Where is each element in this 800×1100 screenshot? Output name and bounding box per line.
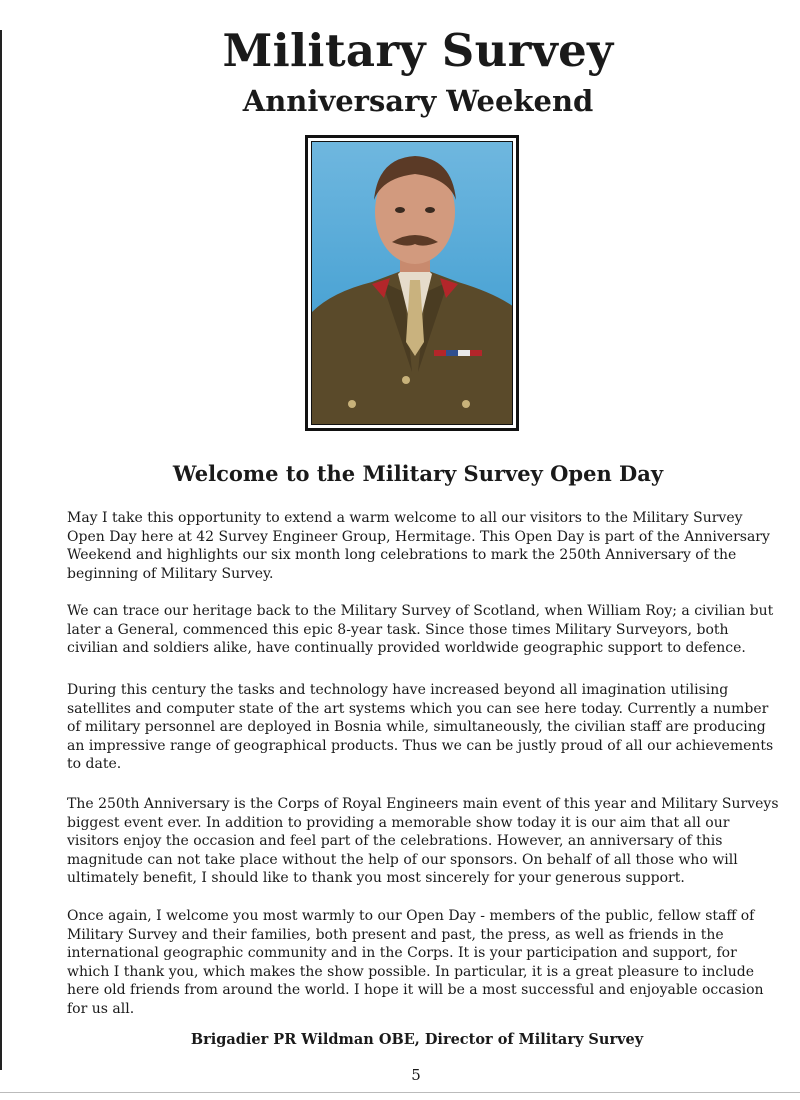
paragraph-1: May I take this opportunity to extend a warm welcome to all our visitors to the Military Survey Open Day here at 42 Survey Engineer Group, Hermitage. This Open Day is part of the Anniversary Weekend and highlights our six month long celebrations to mark the 250th Anniversary of the beginning of Military Survey. <box>67 510 770 582</box>
footer-rule <box>0 1092 800 1093</box>
portrait-illustration <box>312 142 513 425</box>
page-edge <box>0 30 2 1070</box>
paragraph-4: The 250th Anniversary is the Corps of Royal Engineers main event of this year and Military Surveys biggest event ever. In addition to providing a memorable show today it is our aim that all our visitors enjoy the occasion and feel part of the celebrations. However, an anniversary of this magnitude can not take place without the help of our sponsors. On behalf of all those who will ultimately benefit, I should like to thank you most sincerely for your generous support. <box>67 796 779 886</box>
portrait-frame <box>305 135 519 431</box>
page-number: 5 <box>411 1066 421 1084</box>
paragraph-3: During this century the tasks and technology have increased beyond all imagination utilising satellites and computer state of the art systems which you can see here today. Currently a number of military personnel are deployed in Bosnia while, simultaneously, the civilian staff are producing an impressive range of geographical products. Thus we can be justly proud of all our achievements to date. <box>67 682 774 772</box>
portrait-photo <box>311 141 513 425</box>
paragraph-5: Once again, I welcome you most warmly to our Open Day - members of the public, fellow staff of Military Survey and their families, both present and past, the press, as well as friends in the international geographic community and in the Corps. It is your participation and support, for which I thank you, which makes the show possible. In particular, it is a great pleasure to include here old friends from around the world. I hope it will be a most successful and enjoyable occasion for us all. <box>67 908 764 1017</box>
paragraph-2: We can trace our heritage back to the Military Survey of Scotland, when William Roy; a civilian but later a General, commenced this epic 8-year task. Since those times Military Surveyors, both civilian and soldiers alike, have continually provided worldwide geographic support to defence. <box>67 603 774 656</box>
page-title: Military Survey <box>222 24 614 77</box>
signature-line: Brigadier PR Wildman OBE, Director of Military Survey <box>190 1031 644 1048</box>
section-heading: Welcome to the Military Survey Open Day <box>172 461 664 486</box>
page-subtitle: Anniversary Weekend <box>242 84 594 118</box>
